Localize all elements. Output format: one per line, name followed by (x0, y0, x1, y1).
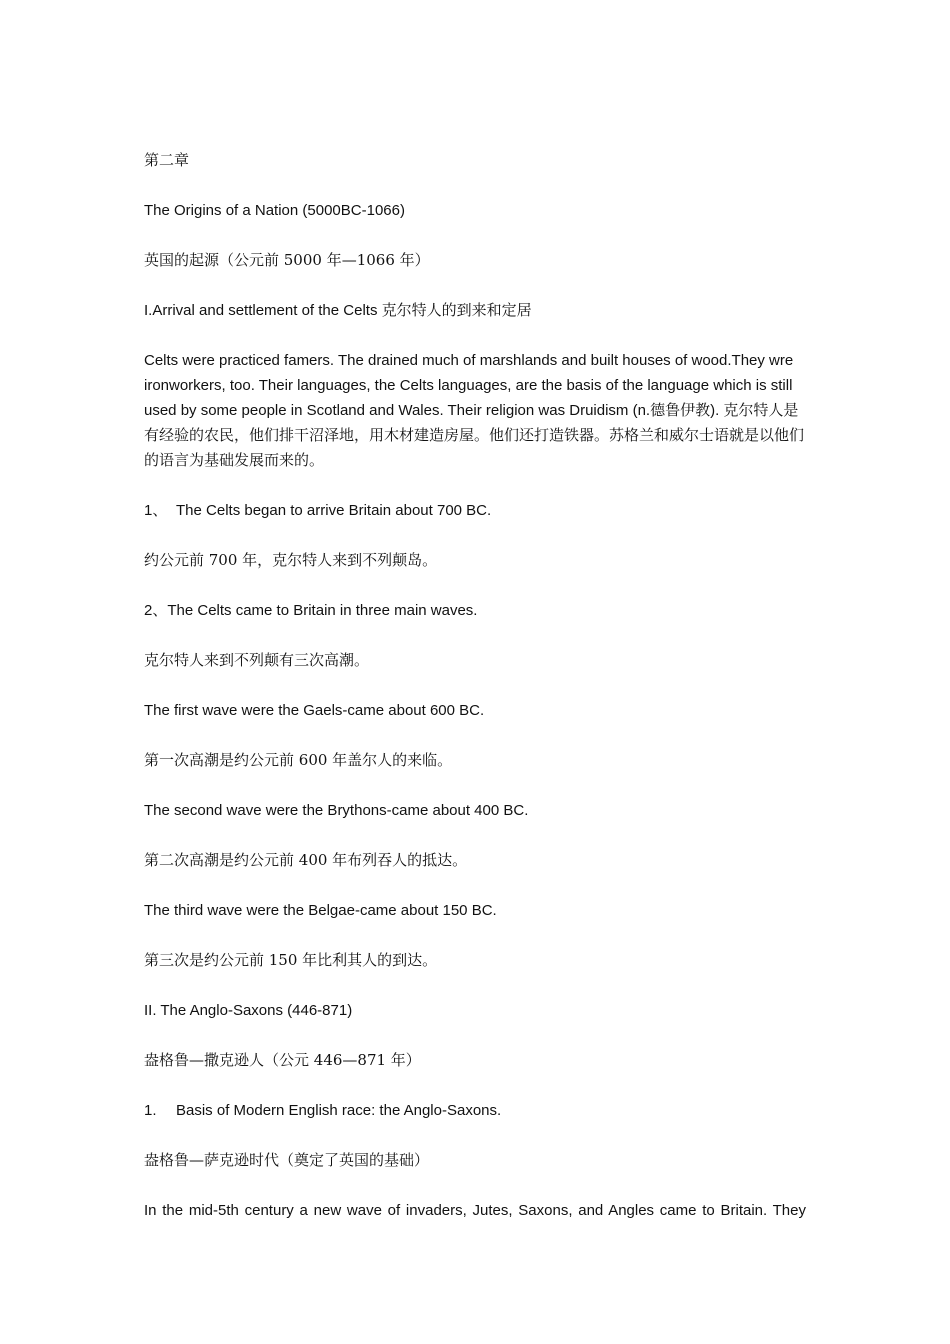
title-chinese: 英国的起源（公元前 5000 年—1066 年） (144, 251, 430, 269)
list-item-1-number: 1、 (144, 502, 168, 519)
list-item-3-number: 1. (144, 1102, 157, 1119)
list-item-3 (144, 1098, 806, 1123)
list-item-1-text: The Celts began to arrive Britain about 700 BC. (176, 502, 492, 519)
list-item-2-translation: 克尔特人来到不列颠有三次高潮。 (144, 651, 370, 669)
wave-1-english: The first wave were the Gaels-came about 600 BC. (144, 702, 485, 719)
list-item-2: 2、The Celts came to Britain in three main waves. (144, 602, 478, 619)
wave-3-english: The third wave were the Belgae-came about 150 BC. (144, 902, 497, 919)
title-english: The Origins of a Nation (5000BC-1066) (144, 202, 405, 219)
closing-paragraph: In the mid-5th century a new wave of invaders, Jutes, Saxons, and Angles came to Britain. They (144, 1202, 806, 1219)
list-item-1-translation: 约公元前 700 年，克尔特人来到不列颠岛。 (144, 551, 438, 569)
wave-2-chinese: 第二次高潮是约公元前 400 年布列吞人的抵达。 (144, 851, 468, 869)
list-item-3-translation: 盎格鲁—萨克逊时代（奠定了英国的基础） (144, 1151, 430, 1169)
list-item-1 (144, 498, 806, 523)
section-2-chinese: 盎格鲁—撒克逊人（公元 446—871 年） (144, 1051, 421, 1069)
section-1-heading: I.Arrival and settlement of the Celts 克尔特人的到来和定居 (144, 302, 532, 319)
wave-1-chinese: 第一次高潮是约公元前 600 年盖尔人的来临。 (144, 751, 453, 769)
section-2-heading: II. The Anglo-Saxons (446-871) (144, 1002, 353, 1019)
chapter-heading: 第二章 (144, 151, 190, 169)
wave-3-chinese: 第三次是约公元前 150 年比利其人的到达。 (144, 951, 438, 969)
section-1-paragraph: Celts were practiced famers. The drained much of marshlands and built houses of wood.They wre ironworkers, too. Their languages, the Celts languages, are the basis of the language which is still used by some people in Scotland and Wales. Their religion was Druidism (n.德鲁伊教). 克尔特人是有经验的农民，他们排干沼泽地，用木材建造房屋。他们还打造铁器。苏格兰和威尔士语就是以他们的语言为基础发展而来的。 (144, 352, 805, 469)
document-page (144, 148, 806, 1248)
wave-2-english: The second wave were the Brythons-came about 400 BC. (144, 802, 529, 819)
list-item-3-text: Basis of Modern English race: the Anglo-Saxons. (176, 1102, 502, 1119)
